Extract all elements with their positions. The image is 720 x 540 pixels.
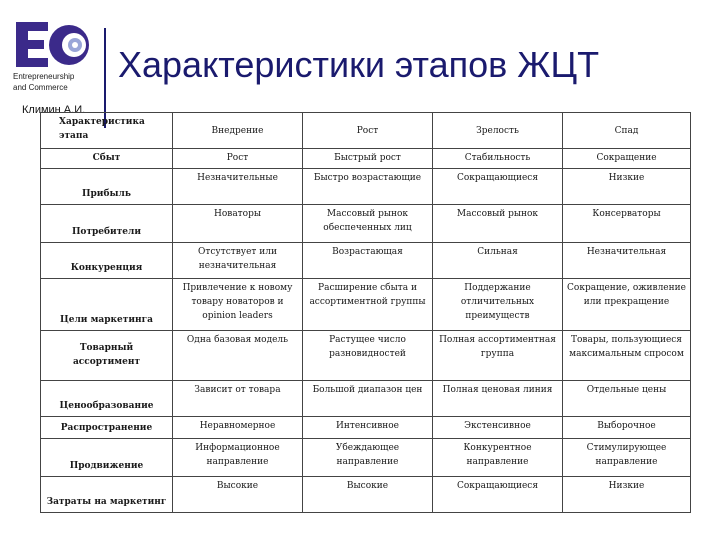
table-cell: Массовый рынок [433, 205, 563, 243]
row-label: Продвижение [41, 439, 173, 477]
logo-caption-line1: Entrepreneurship [13, 72, 75, 81]
row-label: Распространение [41, 417, 173, 439]
table-cell: Одна базовая модель [173, 331, 303, 381]
table-cell: Возрастающая [303, 243, 433, 279]
row-label: Товарный ассортимент [41, 331, 173, 381]
table-cell: Отдельные цены [563, 381, 691, 417]
table-row [41, 477, 691, 513]
table-cell: Стабильность [433, 149, 563, 169]
row-label: Затраты на маркетинг [41, 477, 173, 513]
table-cell: Большой диапазон цен [303, 381, 433, 417]
table-cell: Полная ценовая линия [433, 381, 563, 417]
table-cell: Сокращение [563, 149, 691, 169]
column-header: Рост [303, 113, 433, 149]
table-header-row [41, 113, 691, 149]
row-label: Прибыль [41, 169, 173, 205]
table-cell: Массовый рынок обеспеченных лиц [303, 205, 433, 243]
table-cell: Отсутствует или незначительная [173, 243, 303, 279]
table-row [41, 243, 691, 279]
table-cell: Рост [173, 149, 303, 169]
table-cell: Незначительные [173, 169, 303, 205]
table-cell: Сокращающиеся [433, 477, 563, 513]
table-cell: Быстро возрастающие [303, 169, 433, 205]
column-header: Спад [563, 113, 691, 149]
table-cell: Растущее число разновидностей [303, 331, 433, 381]
row-label: Цели маркетинга [41, 279, 173, 331]
table-cell: Сильная [433, 243, 563, 279]
lifecycle-table [40, 112, 691, 513]
table-row [41, 331, 691, 381]
table-cell: Новаторы [173, 205, 303, 243]
table-cell: Стимулирующее направление [563, 439, 691, 477]
table-cell: Высокие [303, 477, 433, 513]
table-cell: Незначительная [563, 243, 691, 279]
logo-caption [13, 71, 103, 93]
table-cell: Экстенсивное [433, 417, 563, 439]
author-name: Климин А.И. [22, 104, 86, 116]
row-label: Конкуренция [41, 243, 173, 279]
table-cell: Интенсивное [303, 417, 433, 439]
table-row [41, 417, 691, 439]
ec-logo [14, 20, 90, 70]
table-cell: Быстрый рост [303, 149, 433, 169]
table-cell: Информационное направление [173, 439, 303, 477]
table-row [41, 279, 691, 331]
column-header: Внедрение [173, 113, 303, 149]
table-row [41, 439, 691, 477]
table-cell: Убеждающее направление [303, 439, 433, 477]
table-cell: Товары, пользующиеся максимальным спросом [563, 331, 691, 381]
table-cell: Привлечение к новому товару новаторов и opinion leaders [173, 279, 303, 331]
table-row [41, 205, 691, 243]
table-row [41, 381, 691, 417]
table-row [41, 149, 691, 169]
table-cell: Поддержание отличительных преимуществ [433, 279, 563, 331]
table-cell: Сокращение, оживление или прекращение [563, 279, 691, 331]
row-label: Ценообразование [41, 381, 173, 417]
page-title: Характеристики этапов ЖЦТ [118, 44, 600, 85]
table-cell: Консерваторы [563, 205, 691, 243]
table-cell: Неравномерное [173, 417, 303, 439]
table-cell: Полная ассортиментная группа [433, 331, 563, 381]
row-label: Сбыт [41, 149, 173, 169]
table-cell: Расширение сбыта и ассортиментной группы [303, 279, 433, 331]
table-cell: Конкурентное направление [433, 439, 563, 477]
table-cell: Низкие [563, 477, 691, 513]
corner-header: Характеристика этапа [41, 113, 173, 149]
row-label: Потребители [41, 205, 173, 243]
table-cell: Зависит от товара [173, 381, 303, 417]
table-cell: Сокращающиеся [433, 169, 563, 205]
table-cell: Низкие [563, 169, 691, 205]
table-cell: Высокие [173, 477, 303, 513]
table-cell: Выборочное [563, 417, 691, 439]
column-header: Зрелость [433, 113, 563, 149]
logo-caption-line2: and Commerce [13, 83, 68, 92]
table-row [41, 169, 691, 205]
ec-logo-graphic [14, 20, 90, 70]
